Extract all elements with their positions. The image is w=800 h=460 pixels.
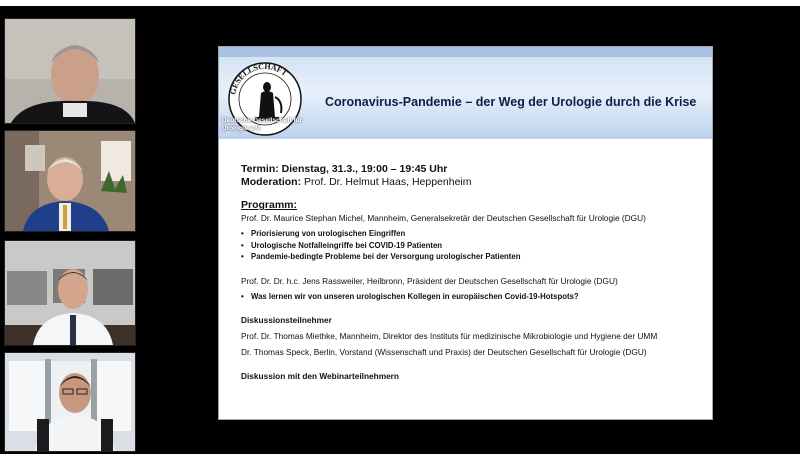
participant-video-tile[interactable] [4, 240, 136, 346]
participant-video-feed [5, 131, 135, 231]
logo-arc-text: GESELLSCHAFT [228, 61, 289, 96]
discussant-speck: Dr. Thomas Speck, Berlin, Vorstand (Wissenschaft und Praxis) der Deutschen Gesellschaft für Urologie (DGU) [241, 347, 647, 357]
slide-body [241, 163, 706, 382]
participant-video-feed [5, 353, 135, 451]
video-conference-stage [0, 6, 800, 454]
topic-item: • Was lernen wir von unseren urologischen Kollegen in europäischen Covid-19-Hotspots? [241, 291, 706, 303]
slide-title: Coronavirus-Pandemie – der Weg der Urologie durch die Krise [325, 95, 697, 109]
programm-heading: Programm: [241, 199, 298, 211]
discussion-heading: Diskussionsteilnehmer [241, 315, 332, 325]
participant-video-feed [5, 19, 135, 123]
termin-line: Termin: Dienstag, 31.3., 19:00 – 19:45 Uhr [241, 163, 448, 175]
speaker-michel: Prof. Dr. Maurice Stephan Michel, Mannheim, Generalsekretär der Deutschen Gesellschaft für Urologie (DGU) [241, 213, 646, 223]
participant-video-tile[interactable] [4, 130, 136, 232]
logo-caption: Deutsche Gesellschaft für Urologie e.V. [222, 117, 303, 132]
topic-item: • Priorisierung von urologischen Eingriffen [241, 228, 706, 240]
participant-video-tile[interactable] [4, 352, 136, 452]
participant-video-feed [5, 241, 135, 345]
shared-presentation-slide [218, 46, 713, 420]
topic-item: • Urologische Notfalleingriffe bei COVID-19 Patienten [241, 240, 706, 252]
moderation-line [241, 176, 706, 189]
topic-item: • Pandemie-bedingte Probleme bei der Versorgung urologischer Patienten [241, 251, 706, 263]
moderation-label: Moderation: [241, 176, 302, 188]
participant-video-tile[interactable] [4, 18, 136, 124]
speaker-rassweiler: Prof. Dr. Dr. h.c. Jens Rassweiler, Heilbronn, Präsident der Deutschen Gesellschaft für Urologie (DGU) [241, 275, 618, 286]
moderation-value: Prof. Dr. Helmut Haas, Heppenheim [304, 176, 472, 188]
closing-line: Diskussion mit den Webinarteilnehmern [241, 371, 399, 381]
slide-header [219, 47, 712, 139]
discussant-miethke: Prof. Dr. Thomas Miethke, Mannheim, Direktor des Instituts für medizinische Mikrobiologie und Hygiene der UMM [241, 331, 658, 341]
